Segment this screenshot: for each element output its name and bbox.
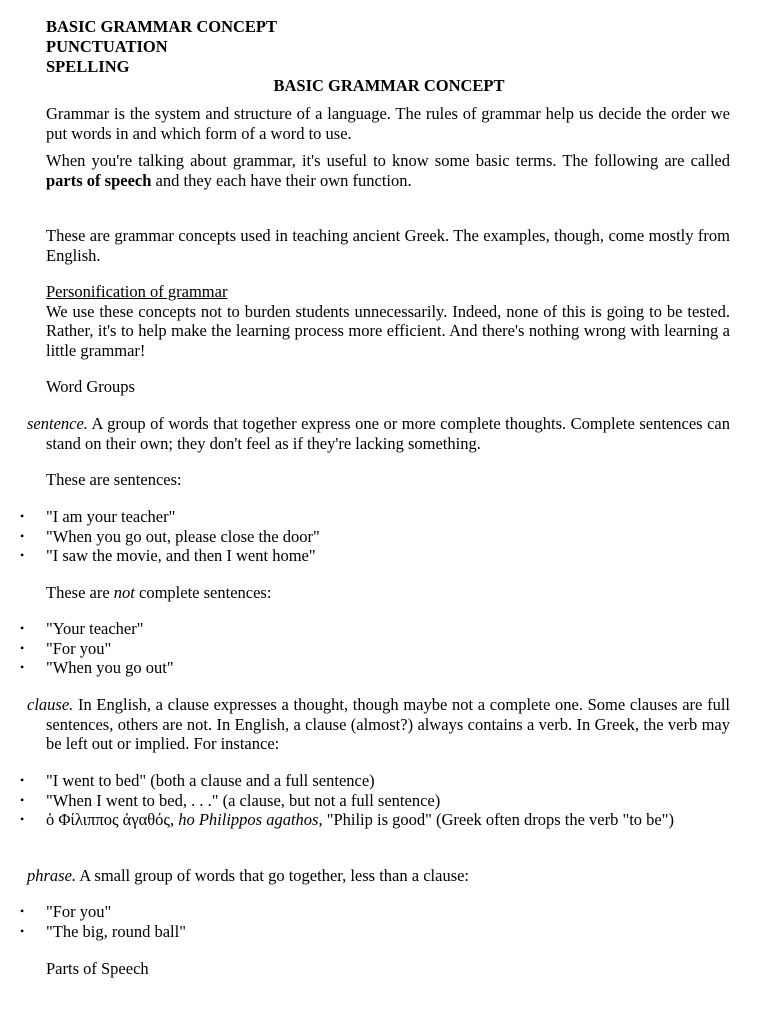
sentence-def-text: A group of words that together express one or more complete thoughts. Complete sentences can stand on their own; they don't feel as if they're lacking something. (46, 414, 730, 453)
bullet-icon: • (20, 528, 25, 543)
not-text-a: These are (46, 583, 114, 602)
parts-of-speech-heading: Parts of Speech (46, 959, 149, 978)
clause-definition (27, 695, 730, 754)
intro-paragraph-3: These are grammar concepts used in teaching ancient Greek. The examples, though, come mostly from English. (46, 226, 730, 265)
bullet-icon: • (20, 904, 25, 918)
intro-paragraph-2 (46, 151, 730, 190)
list-item (0, 619, 730, 639)
not-text-b: complete sentences: (134, 583, 272, 602)
personification-heading: Personification of grammar (46, 282, 228, 301)
greek-text: ὁ Φίλιππος ἀγαθός, (46, 810, 179, 829)
list-item-text: "The big, round ball" (46, 921, 186, 941)
list-item (0, 902, 730, 922)
intro-p2-text-end: and they each have their own function. (151, 170, 412, 190)
list-item-text: "When you go out, please close the door" (46, 526, 320, 546)
bullet-icon: • (20, 773, 25, 787)
intro-paragraph-1: Grammar is the system and structure of a language. The rules of grammar help us decide the order we put words in and which form of a word to use. (46, 104, 730, 143)
list-item-text: "Your teacher" (46, 619, 144, 638)
personification-section (46, 282, 730, 360)
list-item (0, 810, 730, 830)
not-sentences-intro (46, 583, 730, 603)
personification-text: We use these concepts not to burden students unnecessarily. Indeed, none of this is going to be tested. Rather, it's to help make the learning process more efficient. And there's nothing wrong with learning a little grammar! (46, 301, 730, 360)
sentence-definition (27, 414, 730, 453)
phrase-term: phrase. (27, 866, 77, 885)
bullet-icon: • (20, 509, 25, 523)
heading-basic-grammar: BASIC GRAMMAR CONCEPT (46, 17, 277, 36)
phrase-definition (27, 866, 730, 886)
section-title: BASIC GRAMMAR CONCEPT (273, 76, 505, 95)
phrase-examples-list (0, 902, 730, 941)
bullet-icon: • (20, 621, 25, 635)
phrase-def-text: A small group of words that go together, less than a clause: (76, 866, 470, 885)
list-item-text: "I went to bed" (both a clause and a full sentence) (46, 771, 375, 790)
list-item-text: "For you" (46, 638, 112, 658)
non-sentence-examples-list (0, 619, 730, 678)
bullet-icon: • (20, 548, 25, 562)
word-groups-heading: Word Groups (46, 377, 135, 396)
list-item (0, 546, 730, 566)
list-item-text: "When you go out" (46, 658, 174, 677)
bullet-icon: • (20, 923, 25, 938)
sentence-term: sentence. (27, 414, 88, 433)
heading-spelling: SPELLING (46, 57, 130, 76)
list-item (0, 922, 730, 942)
list-item (0, 507, 730, 527)
list-item (0, 527, 730, 547)
bullet-icon: • (20, 660, 25, 674)
translation-text: , "Philip is good" (Greek often drops the verb "to be") (318, 810, 674, 829)
list-item (0, 771, 730, 791)
not-italic: not (113, 583, 135, 602)
list-item (0, 658, 730, 678)
bullet-icon: • (20, 812, 25, 826)
heading-punctuation: PUNCTUATION (46, 37, 168, 56)
these-are-sentences: These are sentences: (46, 470, 182, 489)
list-item-text: "For you" (46, 902, 112, 921)
list-item (0, 639, 730, 659)
list-item (0, 791, 730, 811)
bullet-icon: • (20, 792, 25, 807)
clause-term: clause. (27, 695, 74, 714)
transliteration: ho Philippos agathos (178, 810, 319, 829)
list-item-text: "I am your teacher" (46, 507, 176, 526)
intro-p2-text: When you're talking about grammar, it's useful to know some basic terms. The following are called (46, 151, 730, 170)
sentence-examples-list (0, 507, 730, 566)
list-item-text: "When I went to bed, . . ." (a clause, but not a full sentence) (46, 790, 441, 810)
bullet-icon: • (20, 640, 25, 655)
parts-of-speech-bold: parts of speech (46, 170, 152, 190)
list-item-text: "I saw the movie, and then I went home" (46, 546, 316, 565)
clause-examples-list (0, 771, 730, 830)
clause-def-text: In English, a clause expresses a thought, though maybe not a complete one. Some clauses are full sentences, others are not. In English, a clause (almost?) always contains a verb. In Greek, the verb may be left out or implied. For instance: (46, 695, 730, 753)
